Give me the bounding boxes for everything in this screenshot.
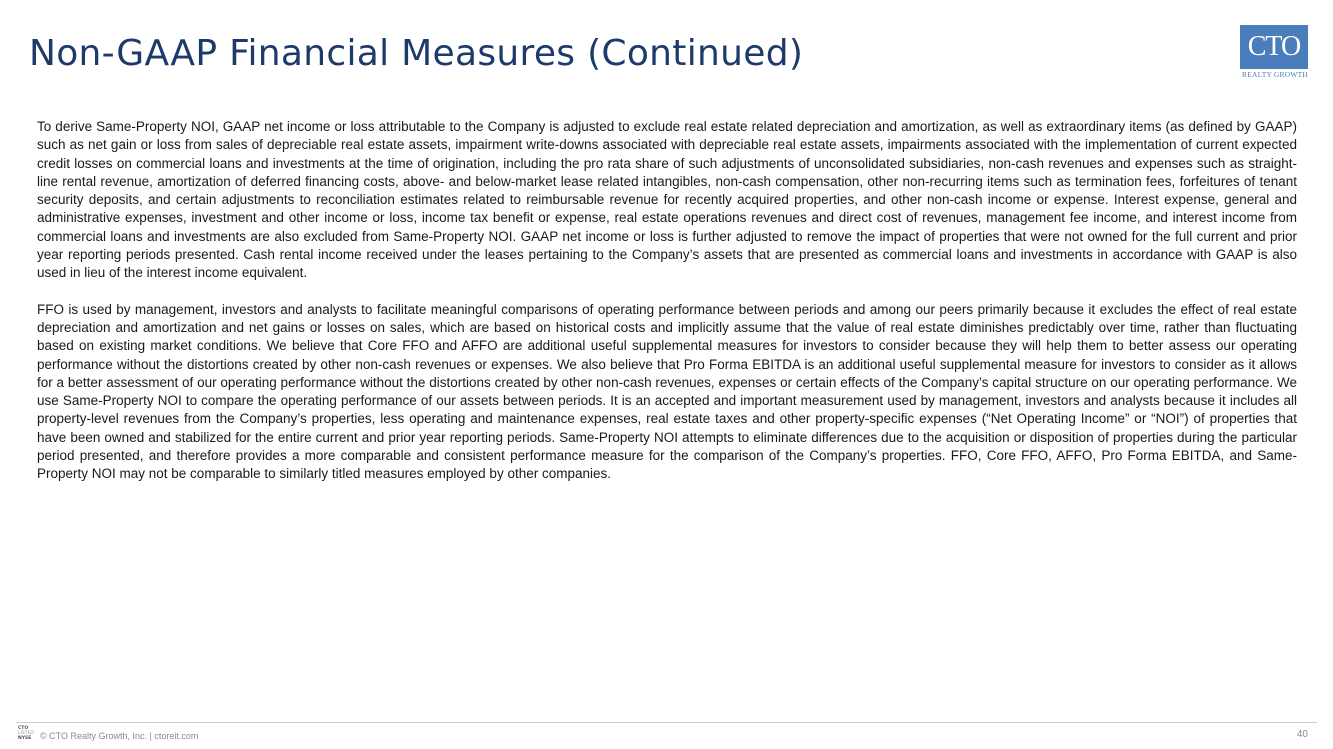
- footer-nyse-logo: [18, 726, 36, 746]
- footer-logo-line: CTO: [18, 726, 29, 731]
- body-text: [37, 118, 1297, 502]
- paragraph-ffo-usage: FFO is used by management, investors and analysts to facilitate meaningful comparisons of operating performance between periods and among our peers primarily because it excludes the effect of real estate depreciation and amortization and net gains or losses on sales, which are based on historical costs and implicitly assume that the value of real estate diminishes predictably over time, rather than fluctuating based on existing market conditions. We believe that Core FFO and AFFO are additional useful supplemental measures for investors to consider because they will help them to better assess our operating performance without the distortions created by other non-cash revenues or expenses. We also believe that Pro Forma EBITDA is an additional useful supplemental measure for investors to consider as it allows for a better assessment of our operating performance without the distortions created by other non-cash revenues, expenses or certain effects of the Company’s capital structure on our operating performance. We use Same-Property NOI to compare the operating performance of our assets between periods. It is an accepted and important measurement used by management, investors and analysts because it includes all property-level revenues from the Company’s properties, less operating and maintenance expenses, real estate taxes and other property-specific expenses (“Net Operating Income” or “NOI”) of properties that have been owned and stabilized for the entire current and prior year reporting periods. Same-Property NOI attempts to eliminate differences due to the acquisition or disposition of properties during the particular period presented, and therefore provides a more comparable and consistent performance measure for the comparison of the Company’s properties. FFO, Core FFO, AFFO, Pro Forma EBITDA, and Same-Property NOI may not be comparable to similarly titled measures employed by other companies.: [37, 301, 1297, 482]
- logo-subtext: REALTY GROWTH: [1242, 70, 1308, 79]
- footer-divider: [16, 722, 1317, 723]
- footer-copyright: © CTO Realty Growth, Inc. | ctoreit.com: [40, 731, 199, 741]
- company-logo: [1240, 25, 1310, 77]
- logo-mark: CTO: [1240, 25, 1308, 69]
- footer-logo-line: LISTED: [18, 731, 34, 736]
- page-title: Non-GAAP Financial Measures (Continued): [29, 33, 804, 74]
- footer-logo-line: NYSE: [18, 736, 32, 741]
- paragraph-same-property-noi: To derive Same-Property NOI, GAAP net income or loss attributable to the Company is adjusted to exclude real estate related depreciation and amortization, as well as extraordinary items (as defined by GAAP) such as net gain or loss from sales of depreciable real estate assets, impairment write-downs associated with depreciable real estate assets, impairments associated with the implementation of current expected credit losses on commercial loans and investments at the time of origination, including the pro rata share of such adjustments of unconsolidated subsidiaries, non-cash revenues and expenses such as straight-line rental revenue, amortization of deferred financing costs, above- and below-market lease related intangibles, non-cash compensation, other non-recurring items such as termination fees, forfeitures of tenant security deposits, and certain adjustments to reconciliation estimates related to reimbursable revenue for recently acquired properties, and other non-cash income or expense. Interest expense, general and administrative expenses, investment and other income or loss, income tax benefit or expense, real estate operations revenues and direct cost of revenues, management fee income, and interest income from commercial loans and investments are also excluded from Same-Property NOI. GAAP net income or loss is further adjusted to remove the impact of properties that were not owned for the full current and prior year reporting periods presented. Cash rental income received under the leases pertaining to the Company’s assets that are presented as commercial loans and investments in accordance with GAAP is also used in lieu of the interest income equivalent.: [37, 119, 1297, 281]
- page-number: 40: [1296, 729, 1308, 740]
